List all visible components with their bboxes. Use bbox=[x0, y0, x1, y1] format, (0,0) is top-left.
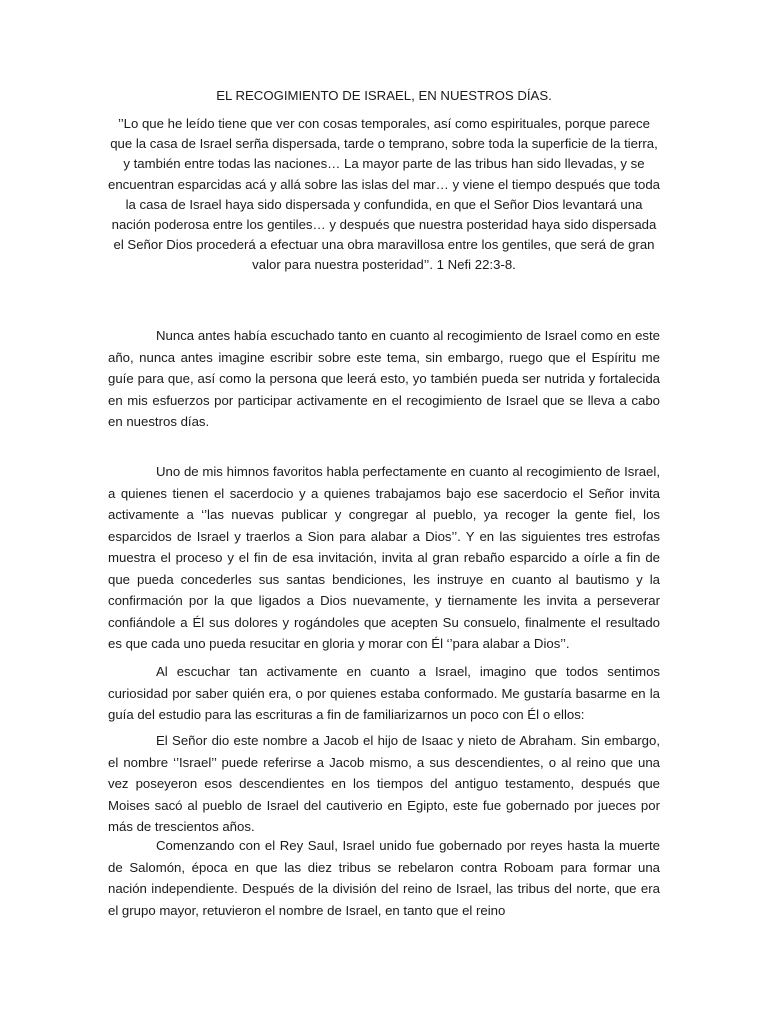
scripture-quote: ’’Lo que he leído tiene que ver con cosas temporales, así como espirituales, porque parece que la casa de Israel serña dispersada, tarde o temprano, sobre toda la superficie de la tierra, y también entre todas las naciones… La mayor parte de las tribus han sido llevadas, y se encuentran esparcidas acá y allá sobre las islas del mar… y viene el tiempo después que toda la casa de Israel haya sido dispersada y confundida, en que el Señor Dios levantará una nación poderosa entre los gentiles… y después que nuestra posteridad haya sido dispersada el Señor Dios procederá a efectuar una obra maravillosa entre los gentiles, que será de gran valor para nuestra posteridad’’. 1 Nefi 22:3-8. bbox=[108, 116, 660, 273]
body-paragraph: El Señor dio este nombre a Jacob el hijo de Isaac y nieto de Abraham. Sin embargo, el nombre ‘’Israel’’ puede referirse a Jacob mismo, a sus descendientes, o al reino que una vez poseyeron esos descendientes en los tiempos del antiguo testamento, después que Moises sacó al pueblo de Israel del cautiverio en Egipto, este fue gobernado por jueces por más de trescientos años. bbox=[108, 733, 660, 834]
body-paragraph: Al escuchar tan activamente en cuanto a Israel, imagino que todos sentimos curiosidad por saber quién era, o por quienes estaba conformado. Me gustaría basarme en la guía del estudio para las escrituras a fin de familiarizarnos un poco con Él o ellos: bbox=[108, 664, 660, 722]
body-paragraph: Uno de mis himnos favoritos habla perfectamente en cuanto al recogimiento de Israel, a quienes tienen el sacerdocio y a quienes trabajamos bajo ese sacerdocio el Señor invita activamente a ‘’las nuevas publicar y congregar al pueblo, ya recoger la gente fiel, los esparcidos de Israel y traerlos a Sion para alabar a Dios’’. Y en las siguientes tres estrofas muestra el proceso y el fin de esa invitación, invita al gran rebaño esparcido a oírle a fin de que pueda concederles sus santas bendiciones, les instruye en cuanto al bautismo y la confirmación por la que ligados a Dios nuevamente, y tiernamente les invita a perseverar confiándole a Él sus dolores y rogándoles que acepten Su consuelo, finalmente el resultado es que cada uno pueda resucitar en gloria y morar con Él ‘’para alabar a Dios’’. bbox=[108, 464, 660, 651]
body-paragraph: Comenzando con el Rey Saul, Israel unido fue gobernado por reyes hasta la muerte de Salomón, época en que las diez tribus se rebelaron contra Roboam para formar una nación independiente. Después de la división del reino de Israel, las tribus del norte, que era el grupo mayor, retuvieron el nombre de Israel, en tanto que el reino bbox=[108, 838, 660, 918]
document-title: EL RECOGIMIENTO DE ISRAEL, EN NUESTROS DÍAS. bbox=[216, 88, 552, 103]
body-paragraph: Nunca antes había escuchado tanto en cuanto al recogimiento de Israel como en este año, nunca antes imagine escribir sobre este tema, sin embargo, ruego que el Espíritu me guíe para que, así como la persona que leerá esto, yo también pueda ser nutrida y fortalecida en mis esfuerzos por participar activamente en el recogimiento de Israel que se lleva a cabo en nuestros días. bbox=[108, 328, 660, 429]
